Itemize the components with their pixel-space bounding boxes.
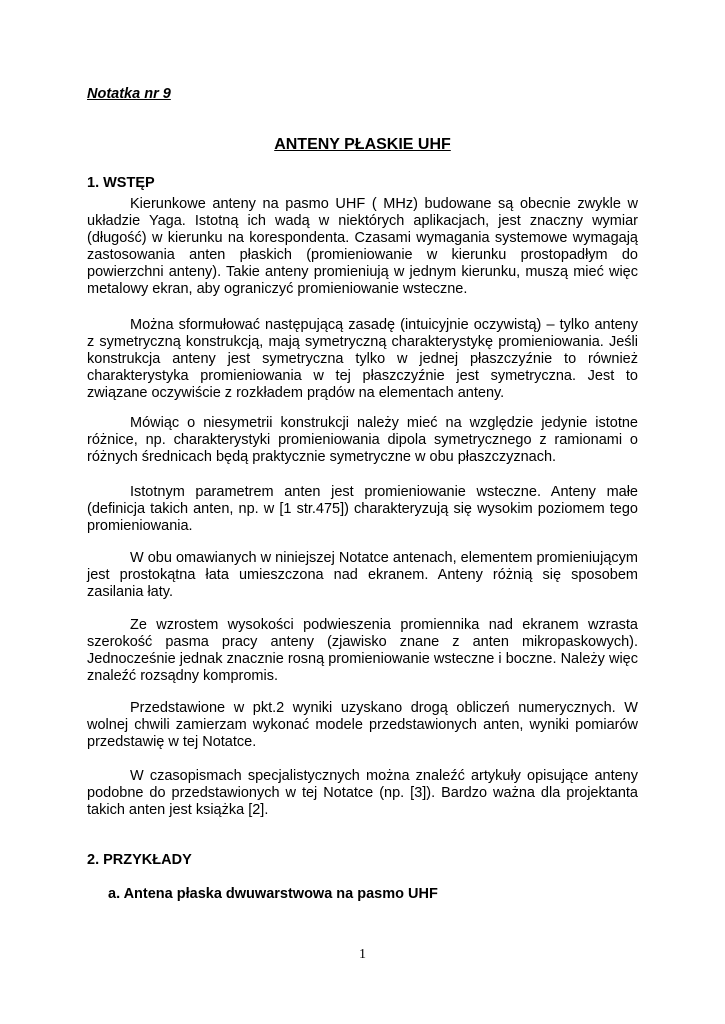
paragraph-6: Ze wzrostem wysokości podwieszenia promiennika nad ekranem wzrasta szerokość pasma pracy anteny (zjawisko znane z anten mikropaskowych). Jednocześnie jednak znacznie rosną promieniowanie wsteczne i boczne. Należy więc znaleźć rozsądny kompromis. xyxy=(87,617,638,684)
paragraph-7: Przedstawione w pkt.2 wyniki uzyskano drogą obliczeń numerycznych. W wolnej chwili zamierzam wykonać modele przedstawionych anten, wyniki pomiarów przedstawię w tej Notatce. xyxy=(87,700,638,750)
paragraph-1: Kierunkowe anteny na pasmo UHF ( MHz) budowane są obecnie zwykle w układzie Yaga. Istotną ich wadą w niektórych aplikacjach, jest znaczny wymiar (długość) w kierunku na korespondenta. Czasami wymagania systemowe wymagają zastosowania anten płaskich (promieniowanie w kierunku prostopadłym do powierzchni anteny). Takie anteny promieniują w jednym kierunku, muszą mieć więc metalowy ekran, aby ograniczyć promieniowanie wsteczne. xyxy=(87,196,638,297)
paragraph-8: W czasopismach specjalistycznych można znaleźć artykuły opisujące anteny podobne do przedstawionych w tej Notatce (np. [3]). Bardzo ważna dla projektanta takich anten jest książka [2]. xyxy=(87,768,638,818)
document-title: ANTENY PŁASKIE UHF xyxy=(274,136,451,153)
paragraph-4: Istotnym parametrem anten jest promieniowanie wsteczne. Anteny małe (definicja takich anten, np. w [1 str.475]) charakteryzują się wysokim poziomem tego promieniowania. xyxy=(87,484,638,534)
subsection-heading-antenna-a: a. Antena płaska dwuwarstwowa na pasmo UHF xyxy=(108,886,438,902)
paragraph-3: Mówiąc o niesymetrii konstrukcji należy mieć na względzie jedynie istotne różnice, np. charakterystyki promieniowania dipola symetrycznego z ramionami o różnych średnicach będą praktycznie symetryczne w obu płaszczyznach. xyxy=(87,415,638,465)
page-number: 1 xyxy=(359,947,366,962)
paragraph-2: Można sformułować następującą zasadę (intuicyjnie oczywistą) – tylko anteny z symetryczną konstrukcją, mają symetryczną charakterystykę promieniowania. Jeśli konstrukcja anteny jest symetryczna tylko w jednej płaszczyźnie to również charakterystyka promieniowania w tej płaszczyźnie jest symetryczna. Jest to związane oczywiście z rozkładem prądów na elementach anteny. xyxy=(87,317,638,401)
section-heading-introduction: 1. WSTĘP xyxy=(87,175,155,191)
paragraph-5: W obu omawianych w niniejszej Notatce antenach, elementem promieniującym jest prostokątna łata umieszczona nad ekranem. Anteny różnią się sposobem zasilania łaty. xyxy=(87,550,638,600)
section-heading-examples: 2. PRZYKŁADY xyxy=(87,852,192,868)
note-label: Notatka nr 9 xyxy=(87,86,171,102)
